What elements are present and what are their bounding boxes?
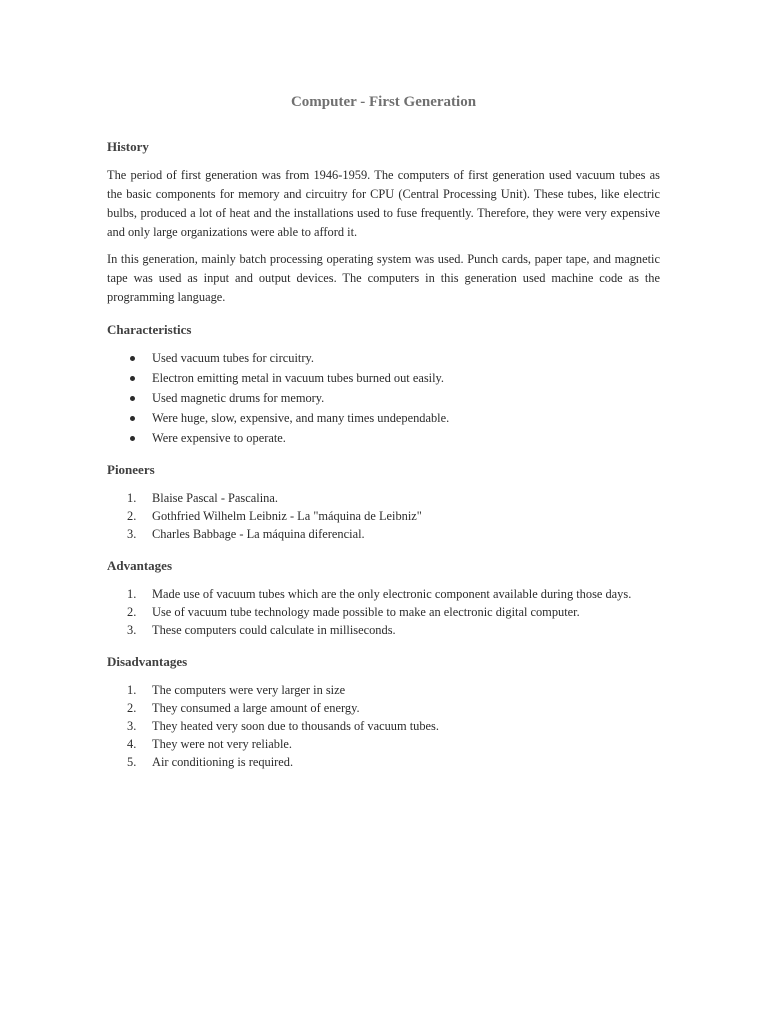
section-history bbox=[107, 138, 660, 307]
list-item-text: They consumed a large amount of energy. bbox=[152, 701, 360, 715]
bullet-icon bbox=[130, 416, 135, 421]
list-item bbox=[107, 735, 660, 753]
bullet-icon bbox=[130, 436, 135, 441]
list-item bbox=[107, 389, 660, 407]
list-number: 2. bbox=[127, 509, 137, 523]
pioneers-heading: Pioneers bbox=[107, 462, 155, 477]
characteristics-heading: Characteristics bbox=[107, 322, 192, 337]
list-item-text: Electron emitting metal in vacuum tubes burned out easily. bbox=[152, 371, 445, 385]
list-item bbox=[107, 699, 660, 717]
advantages-list bbox=[107, 585, 660, 639]
list-item bbox=[107, 681, 660, 699]
list-number: 3. bbox=[127, 719, 137, 733]
list-item-text: Were expensive to operate. bbox=[152, 431, 286, 445]
pioneers-list bbox=[107, 489, 660, 543]
list-item bbox=[107, 753, 660, 771]
list-number: 2. bbox=[127, 701, 137, 715]
bullet-icon bbox=[130, 376, 135, 381]
list-item bbox=[107, 349, 660, 367]
list-item-text: They heated very soon due to thousands of vacuum tubes. bbox=[152, 719, 439, 733]
list-number: 1. bbox=[127, 491, 137, 505]
section-disadvantages bbox=[107, 653, 660, 771]
list-number: 1. bbox=[127, 683, 137, 697]
page-title: Computer - First Generation bbox=[290, 94, 477, 110]
list-item bbox=[107, 429, 660, 447]
list-item bbox=[107, 585, 660, 603]
list-number: 4. bbox=[127, 737, 137, 751]
bullet-icon bbox=[130, 356, 135, 361]
list-number: 1. bbox=[127, 587, 137, 601]
list-item-text: Made use of vacuum tubes which are the only electronic component available during those days. bbox=[152, 587, 632, 601]
list-item bbox=[107, 369, 660, 387]
list-number: 3. bbox=[127, 527, 137, 541]
list-item-text: Were huge, slow, expensive, and many times undependable. bbox=[152, 411, 450, 425]
section-pioneers bbox=[107, 461, 660, 543]
list-item-text: The computers were very larger in size bbox=[152, 683, 346, 697]
list-item bbox=[107, 621, 660, 639]
history-heading: History bbox=[107, 139, 149, 154]
section-characteristics bbox=[107, 321, 660, 447]
history-paragraph: The period of first generation was from 1946-1959. The computers of first generation used vacuum tubes as the basic components for memory and circuitry for CPU (Central Processing Unit). These tubes, like electric bulbs, produced a lot of heat and the installations used to fuse frequently. Therefore, they were very expensive and only large organizations were able to afford it. bbox=[107, 168, 660, 239]
history-paragraph: In this generation, mainly batch processing operating system was used. Punch cards, paper tape, and magnetic tape was used as input and output devices. The computers in this generation used machine code as the programming language. bbox=[107, 252, 660, 304]
bullet-icon bbox=[130, 396, 135, 401]
list-number: 5. bbox=[127, 755, 137, 769]
list-item-text: These computers could calculate in milliseconds. bbox=[152, 623, 396, 637]
list-item-text: Used vacuum tubes for circuitry. bbox=[152, 351, 314, 365]
list-item-text: Use of vacuum tube technology made possible to make an electronic digital computer. bbox=[152, 605, 580, 619]
list-item-text: Air conditioning is required. bbox=[152, 755, 294, 769]
characteristics-list bbox=[107, 349, 660, 447]
list-item bbox=[107, 525, 660, 543]
list-item-text: Charles Babbage - La máquina diferencial. bbox=[152, 527, 365, 541]
list-number: 3. bbox=[127, 623, 137, 637]
list-item-text: Used magnetic drums for memory. bbox=[152, 391, 325, 405]
list-item bbox=[107, 409, 660, 427]
section-advantages bbox=[107, 557, 660, 639]
list-item bbox=[107, 507, 660, 525]
disadvantages-heading: Disadvantages bbox=[107, 654, 188, 669]
list-number: 2. bbox=[127, 605, 137, 619]
list-item-text: Blaise Pascal - Pascalina. bbox=[152, 491, 278, 505]
list-item-text: Gothfried Wilhelm Leibniz - La "máquina de Leibniz" bbox=[152, 509, 422, 523]
advantages-heading: Advantages bbox=[107, 558, 173, 573]
list-item bbox=[107, 717, 660, 735]
disadvantages-list bbox=[107, 681, 660, 771]
list-item bbox=[107, 603, 660, 621]
list-item bbox=[107, 489, 660, 507]
document-page bbox=[107, 88, 660, 781]
list-item-text: They were not very reliable. bbox=[152, 737, 293, 751]
